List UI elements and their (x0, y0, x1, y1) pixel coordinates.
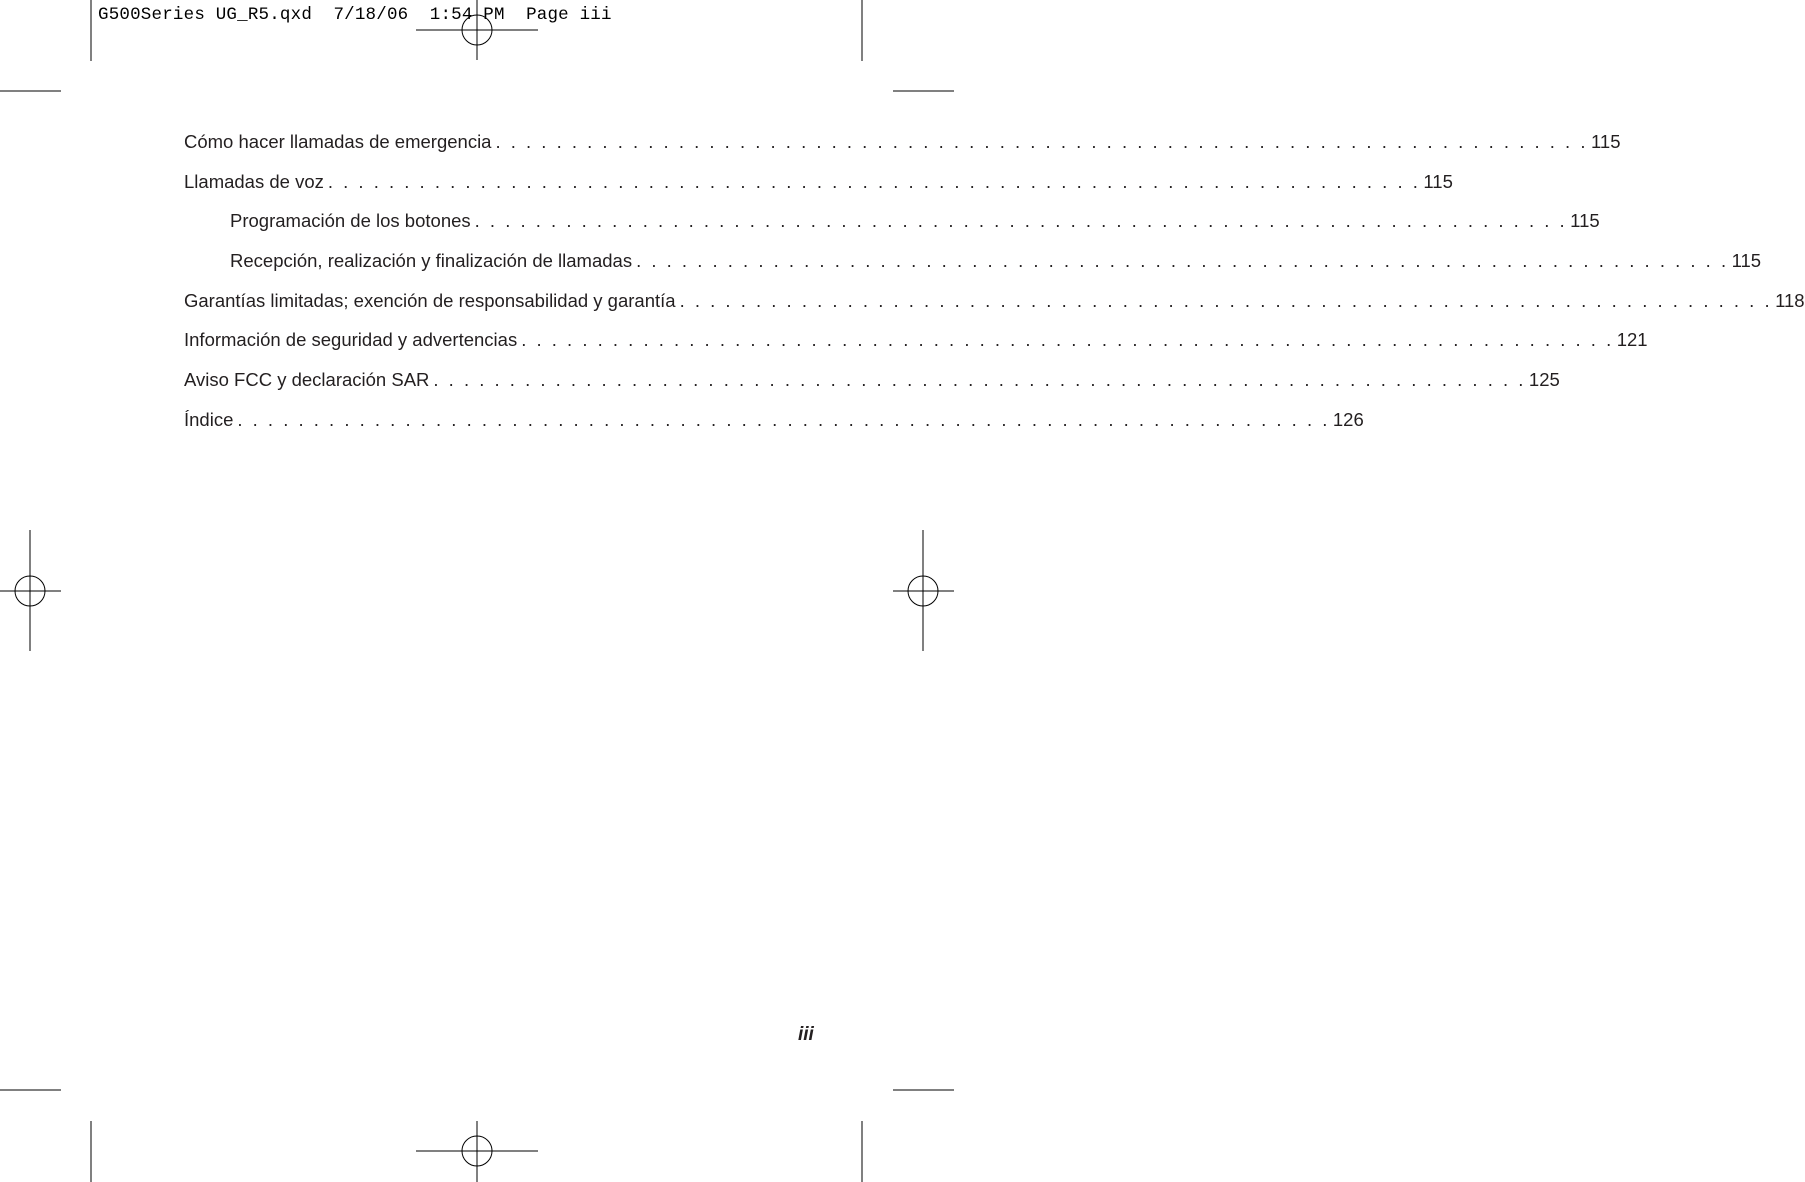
toc-entry[interactable] (184, 131, 1621, 171)
table-of-contents (184, 131, 1805, 449)
toc-dot-leader: . . . . . . . . . . . . . . . . . . . . . . . . . . . . . . . . . . . . . . . . . . . . . . . . . . . . . . . . . . . . . . . . . . . . . . . . (636, 250, 1729, 272)
registration-mark-top (416, 0, 538, 60)
toc-entry-title: Garantías limitadas; exención de responsabilidad y garantía (184, 289, 676, 311)
toc-entry-title: Recepción, realización y finalización de llamadas (230, 250, 633, 272)
toc-subentry[interactable] (184, 250, 1762, 290)
page-number-folio: iii (798, 1024, 814, 1045)
toc-page-number: 115 (1731, 250, 1762, 272)
toc-dot-leader: . . . . . . . . . . . . . . . . . . . . . . . . . . . . . . . . . . . . . . . . . . . . . . . . . . . . . . . . . . . . . . . . . . . . . . . . (433, 369, 1526, 391)
toc-entry-title: Cómo hacer llamadas de emergencia (184, 131, 492, 152)
toc-dot-leader: . . . . . . . . . . . . . . . . . . . . . . . . . . . . . . . . . . . . . . . . . . . . . . . . . . . . . . . . . . . . . . . . . . . . . . . . (327, 170, 1421, 192)
toc-entry-title: Programación de los botones (230, 210, 471, 232)
toc-dot-leader: . . . . . . . . . . . . . . . . . . . . . . . . . . . . . . . . . . . . . . . . . . . . . . . . . . . . . . . . . . . . . . . . . . . . . . . . (474, 210, 1568, 232)
toc-entry[interactable] (184, 170, 1453, 211)
registration-mark-left (0, 530, 61, 651)
registration-mark-bottom (416, 1121, 538, 1182)
toc-dot-leader: . . . . . . . . . . . . . . . . . . . . . . . . . . . . . . . . . . . . . . . . . . . . . . . . . . . . . . . . . . . . . . . . . . . . . . . . (521, 329, 1614, 351)
file-slug-line: G500Series UG_R5.qxd 7/18/06 1:54 PM Page iii (98, 5, 612, 25)
toc-subentry[interactable] (184, 210, 1600, 250)
toc-dot-leader: . . . . . . . . . . . . . . . . . . . . . . . . . . . . . . . . . . . . . . . . . . . . . . . . . . . . . . . . . . . . . . . . . . . . . . . . (495, 131, 1588, 152)
toc-entry[interactable] (184, 329, 1648, 369)
registration-mark-right (893, 530, 954, 651)
toc-dot-leader: . . . . . . . . . . . . . . . . . . . . . . . . . . . . . . . . . . . . . . . . . . . . . . . . . . . . . . . . . . . . . . . . . . . . . . . . (679, 289, 1773, 311)
toc-page-number: 126 (1332, 408, 1364, 430)
toc-page-number: 121 (1616, 329, 1648, 351)
toc-entry-title: Aviso FCC y declaración SAR (184, 369, 430, 391)
toc-entry-title: Información de seguridad y advertencias (184, 329, 518, 351)
toc-page-number: 118 (1775, 289, 1805, 311)
toc-page-number: 125 (1528, 369, 1560, 391)
toc-page-number: 115 (1570, 210, 1600, 232)
toc-entry[interactable] (184, 289, 1805, 330)
toc-entry[interactable] (184, 369, 1560, 409)
toc-entry-title: Llamadas de voz (184, 170, 324, 192)
toc-dot-leader: . . . . . . . . . . . . . . . . . . . . . . . . . . . . . . . . . . . . . . . . . . . . . . . . . . . . . . . . . . . . . . . . . . . . . . . . (237, 408, 1330, 430)
toc-entry-title: Índice (184, 408, 234, 430)
toc-page-number: 115 (1423, 170, 1453, 192)
toc-page-number: 115 (1590, 131, 1621, 152)
toc-entry[interactable] (184, 408, 1364, 449)
